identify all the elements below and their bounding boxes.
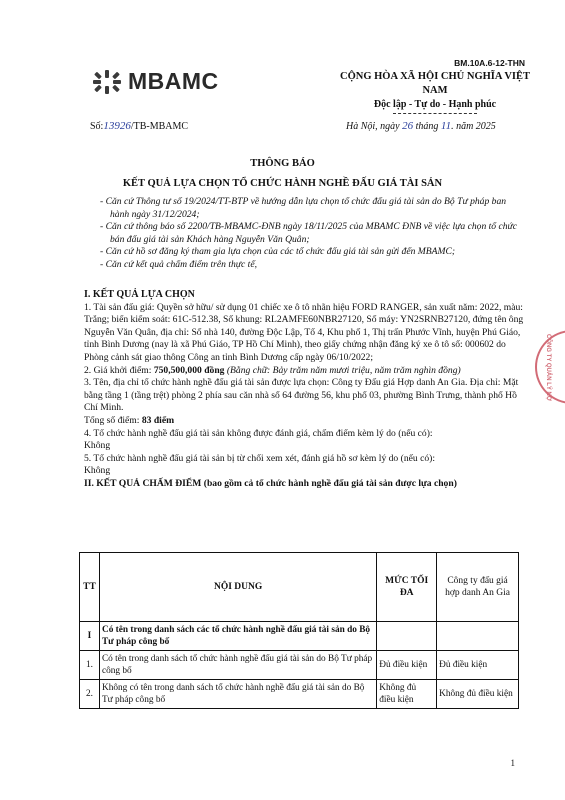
- company-logo: [92, 68, 219, 95]
- document-number: [90, 120, 188, 132]
- rejected-value: Không: [84, 465, 111, 477]
- row-score: Đủ điều kiện: [437, 651, 519, 680]
- selected-organization: 3. Tên, địa chỉ tổ chức hành nghề đấu giá tài sản được lựa chọn: Công ty Đấu giá Hợp danh An Gia. Địa chỉ: Mặt bằng tầng 1 (tầng trệt) phòng 2 phía sau căn nhà số 64 đường 56, khu phố 03, phường Bình Trưng, thành phố Hồ Chí Minh.: [84, 377, 519, 414]
- legal-basis: - Căn cứ kết quả chấm điểm trên thực tế,: [100, 258, 257, 270]
- national-header: [330, 70, 540, 114]
- section-2-heading: [84, 478, 524, 491]
- score-table: [79, 552, 519, 709]
- asset-description: 1. Tài sản đấu giá: Quyền sở hữu/ sử dụng 01 chiếc xe ô tô nhãn hiệu FORD RANGER, sản xuất năm: 2022, màu: Trắng; biển kiểm soát: 61C-512.38, Số khung: RL2AMFE60NBR27120, Số máy: YN2SRNB27120, đứng tên ông Nguyễn Văn Quân, địa chỉ: Số nhà 140, đường Độc Lập, Tổ 4, Khu phố 1, Thị trấn Phước Vĩnh, huyện Phú Giáo, tỉnh Bình Dương (nay là xã Phú Giáo, TP Hồ Chí Minh), theo giấy chứng nhận đăng ký xe ô tô số: 000602 do Phòng cảnh sát giao thông Công an tỉnh Bình Dương cấp ngày 06/10/2022;: [84, 301, 524, 363]
- document-date: [346, 120, 496, 132]
- section-1-heading: I. KẾT QUẢ LỰA CHỌN: [84, 289, 195, 300]
- page-number: 1: [510, 758, 515, 768]
- row-tt: I: [80, 622, 100, 651]
- header-divider: [393, 113, 477, 114]
- mbamc-star-icon: [92, 69, 122, 95]
- row-tt: 2.: [80, 680, 100, 709]
- table-row: [80, 651, 519, 680]
- date-day: 26: [402, 120, 414, 132]
- row-max: Đủ điều kiện: [377, 651, 437, 680]
- unevaluated-organizations: 4. Tổ chức hành nghề đấu giá tài sản không được đánh giá, chấm điểm kèm lý do (nếu có):: [84, 427, 433, 439]
- section-2-title: II. KẾT QUẢ CHẤM ĐIỂM: [84, 477, 202, 489]
- total-score: [84, 415, 524, 428]
- rejected-organizations: 5. Tổ chức hành nghề đấu giá tài sản bị từ chối xem xét, đánh giá hồ sơ kèm lý do (nếu có):: [84, 452, 435, 464]
- doc-number-handwritten: 13926: [103, 120, 131, 132]
- legal-basis: - Căn cứ thông báo số 2200/TB-MBAMC-ĐNB ngày 18/11/2025 của MBAMC ĐNB về việc lựa chọn tổ chức bán đấu giá tài sản Khách hàng Nguyễn Văn Quân;: [100, 221, 518, 245]
- date-mid: tháng: [413, 121, 441, 132]
- header-max: MỨC TỐI ĐA: [377, 553, 437, 622]
- header-content: NỘI DUNG: [99, 553, 376, 622]
- row-max: [377, 622, 437, 651]
- unevaluated-value: Không: [84, 440, 111, 452]
- legal-basis: - Căn cứ hồ sơ đăng ký tham gia lựa chọn của các tổ chức đấu giá tài sản gửi đến MBAMC;: [100, 246, 456, 257]
- date-prefix: Hà Nội, ngày: [346, 121, 403, 132]
- doc-number-suffix: /TB-MBAMC: [130, 121, 189, 132]
- doc-number-prefix: Số:: [90, 121, 104, 132]
- total-score-label: Tổng số điểm:: [84, 414, 142, 426]
- brand-name: MBAMC: [128, 68, 219, 94]
- header-company: Công ty đấu giá hợp danh An Gia: [437, 553, 519, 622]
- national-motto: Độc lập - Tự do - Hạnh phúc: [373, 99, 497, 110]
- legal-basis: - Căn cứ Thông tư số 19/2024/TT-BTP về hướng dẫn lựa chọn tổ chức đấu giá tài sản do Bộ Tư pháp ban hành ngày 31/12/2024;: [100, 196, 507, 220]
- row-content: Không có tên trong danh sách tổ chức hành nghề đấu giá tài sản do Bộ Tư pháp công bố: [99, 680, 376, 709]
- document-subtitle: KẾT QUẢ LỰA CHỌN TỔ CHỨC HÀNH NGHỀ ĐẤU GIÁ TÀI SẢN: [122, 178, 443, 189]
- row-content: Có tên trong danh sách các tổ chức hành nghề đấu giá tài sản do Bộ Tư pháp công bố: [99, 622, 376, 651]
- document-title: THÔNG BÁO: [250, 158, 315, 169]
- table-row: [80, 680, 519, 709]
- country-name: CỘNG HÒA XÃ HỘI CHỦ NGHĨA VIỆT NAM: [340, 71, 530, 96]
- starting-price-label: 2. Giá khởi điểm:: [84, 364, 154, 376]
- starting-price: [84, 365, 524, 378]
- row-tt: 1.: [80, 651, 100, 680]
- starting-price-amount: 750,500,000 đồng: [153, 364, 225, 376]
- row-score: Không đủ điều kiện: [437, 680, 519, 709]
- total-score-value: 83 điểm: [141, 414, 175, 426]
- date-month: 11: [440, 120, 452, 132]
- document-body: [84, 289, 524, 491]
- red-seal-stamp: [535, 330, 565, 404]
- header-tt: TT: [80, 553, 100, 622]
- form-code: BM.10A.6-12-THN: [454, 58, 525, 68]
- starting-price-words: (Bằng chữ: Bảy trăm năm mươi triệu, năm trăm nghìn đồng): [224, 364, 461, 376]
- row-max: Không đủ điều kiện: [377, 680, 437, 709]
- table-row: [80, 622, 519, 651]
- legal-bases: [100, 196, 520, 271]
- stamp-text: CÔNG TY QUẢN LÝ NỢ: [545, 334, 551, 402]
- row-content: Có tên trong danh sách tổ chức hành nghề đấu giá tài sản do Bộ Tư pháp công bố: [99, 651, 376, 680]
- row-score: [437, 622, 519, 651]
- date-suffix: . năm 2025: [451, 121, 496, 132]
- section-2-note: (bao gồm cả tổ chức hành nghề đấu giá tài sản được lựa chọn): [201, 477, 457, 489]
- table-header-row: [80, 553, 519, 622]
